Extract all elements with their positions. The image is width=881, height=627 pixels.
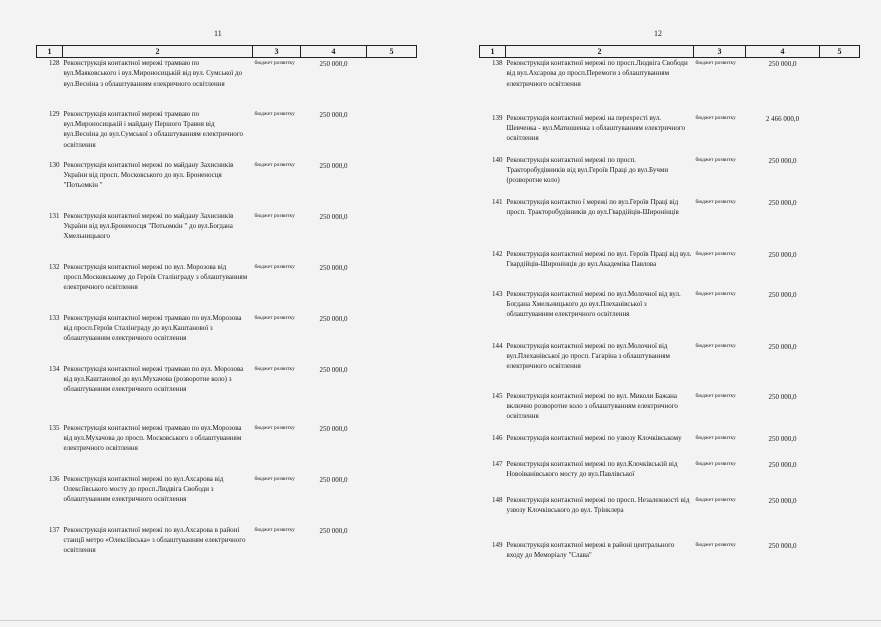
notes <box>367 423 417 474</box>
row-number: 142 <box>492 249 503 258</box>
row-number: 141 <box>492 197 503 206</box>
row-number: 145 <box>492 391 503 400</box>
work-name: Реконструкція контактної мережі по вул. Миколи Бажана включно розворотне коло з облаштуванням електричного освітлення <box>506 391 678 421</box>
table-row <box>37 313 417 364</box>
work-name: Реконструкція контактної мережі по вул.Молочної від вул. Богдана Хмельницького до вул.Плеханівської з облаштуванням електричного освітлення <box>506 289 681 319</box>
row-number: 139 <box>492 113 503 122</box>
amount: 250 000,0 <box>768 434 797 443</box>
table-body <box>480 58 860 580</box>
notes <box>820 433 860 459</box>
right-page <box>440 0 881 627</box>
work-name: Реконструкція контактної мережі по просп. Тракторобудівників від вул.Героїв Праці до вул.Бучми (розворотне коло) <box>506 155 669 185</box>
notes <box>820 289 860 341</box>
funding-source: бюджет розвитку <box>695 541 736 548</box>
col-header-amount: 4 <box>301 46 367 58</box>
amount: 250 000,0 <box>319 161 348 170</box>
work-name: Реконструкція контактної мережі по майдану Захисників України від просп. Московського до вул. Броненосця "Потьомкін " <box>63 160 234 190</box>
notes <box>820 155 860 197</box>
amount: 250 000,0 <box>768 60 797 68</box>
notes <box>367 525 417 565</box>
work-name: Реконструкція контактної мережі по вул. Героїв Праці від вул. Гвардійців-Широнінців до вул.Академіка Павлова <box>506 249 692 268</box>
amount: 250 000,0 <box>768 290 797 299</box>
funding-source: бюджет розвитку <box>695 392 736 399</box>
notes <box>820 58 860 113</box>
amount: 250 000,0 <box>319 526 348 535</box>
table-row <box>480 459 860 495</box>
amount: 250 000,0 <box>768 198 797 207</box>
funding-source: бюджет розвитку <box>254 110 295 117</box>
work-name: Реконструкція контактної мережі по просп. Незалежності від узвозу Клочківського до вул. Трінклера <box>506 495 690 514</box>
col-header-notes: 5 <box>820 46 860 58</box>
amount: 250 000,0 <box>768 342 797 351</box>
amount: 250 000,0 <box>319 60 348 68</box>
funding-source: бюджет розвитку <box>254 60 295 66</box>
amount: 250 000,0 <box>768 541 797 550</box>
table-row <box>37 109 417 160</box>
table-row <box>37 423 417 474</box>
amount: 2 466 000,0 <box>765 114 800 123</box>
col-header-amount: 4 <box>746 46 820 58</box>
funding-source: бюджет розвитку <box>254 161 295 168</box>
funding-source: бюджет розвитку <box>695 114 736 121</box>
amount: 250 000,0 <box>319 110 348 119</box>
notes <box>367 313 417 364</box>
program-table <box>36 45 417 565</box>
table-row <box>480 433 860 459</box>
table-row <box>37 262 417 313</box>
work-name: Реконструкція контактної мережі трамваю по вул. Морозова від вул.Каштанової до вул.Мухачова (розворотне коло) з облаштуванням електричного освітлення <box>63 364 244 394</box>
work-name: Реконструкція контактної мережі трамваю по вул.Морозова від вул.Мухачова до просп. Московського з облаштуванням електричного освітлення <box>63 423 242 453</box>
amount: 250 000,0 <box>768 496 797 505</box>
row-number: 132 <box>49 262 60 271</box>
funding-source: бюджет розвитку <box>695 198 736 205</box>
funding-source: бюджет розвитку <box>695 342 736 349</box>
table-row <box>37 525 417 565</box>
notes <box>367 474 417 525</box>
col-header-notes: 5 <box>367 46 417 58</box>
table-row <box>480 249 860 289</box>
work-name: Реконструкція контактної мережі на перехресті вул. Шевченка - вул.Матюшенка з облаштуванням електричного освітлення <box>506 113 686 143</box>
row-number: 149 <box>492 540 503 549</box>
table-row <box>480 289 860 341</box>
table-row <box>480 113 860 155</box>
notes <box>820 540 860 580</box>
work-name: Реконструкція контактної мережі по вул.Ахсарова від Олексіївського мосту до просп.Людвіга Свободи з облаштуванням електричного освітлення <box>63 474 224 504</box>
table-row <box>480 341 860 391</box>
funding-source: бюджет розвитку <box>695 290 736 297</box>
page-number: 12 <box>654 29 662 38</box>
row-number: 129 <box>49 109 60 118</box>
table-row <box>37 160 417 211</box>
row-number: 147 <box>492 459 503 468</box>
row-number: 136 <box>49 474 60 483</box>
work-name: Реконструкція контактної мережі по вул.Клочківській від Новоіванівського мосту до вул.Павлівської <box>506 459 678 478</box>
col-header-number: 1 <box>37 46 63 58</box>
notes <box>820 113 860 155</box>
header-row <box>480 46 860 58</box>
row-number: 146 <box>492 433 503 442</box>
funding-source: бюджет розвитку <box>695 60 736 66</box>
row-number: 137 <box>49 525 60 534</box>
funding-source: бюджет розвитку <box>254 212 295 219</box>
row-number: 135 <box>49 423 60 432</box>
table-row <box>480 155 860 197</box>
amount: 250 000,0 <box>319 263 348 272</box>
col-header-number: 1 <box>480 46 506 58</box>
amount: 250 000,0 <box>319 424 348 433</box>
amount: 250 000,0 <box>319 314 348 323</box>
work-name: Реконструкція контактної мережі в районі центрального входу до Меморіалу "Слава" <box>506 540 675 559</box>
funding-source: бюджет розвитку <box>254 475 295 482</box>
funding-source: бюджет розвитку <box>254 365 295 372</box>
work-name: Реконструкція контактно ї мережі по вул.Героїв Праці від просп. Тракторобудівників до вул.Гвардійців-Широнінців <box>506 197 679 216</box>
notes <box>820 459 860 495</box>
table-row <box>37 364 417 423</box>
funding-source: бюджет розвитку <box>695 250 736 257</box>
funding-source: бюджет розвитку <box>254 424 295 431</box>
amount: 250 000,0 <box>768 460 797 469</box>
funding-source: бюджет розвитку <box>254 263 295 270</box>
col-header-name: 2 <box>506 46 694 58</box>
col-header-source: 3 <box>253 46 301 58</box>
notes <box>820 197 860 249</box>
work-name: Реконструкція контактної мережі трамваю по вул.Морозова від просп.Героїв Сталінграду до вул.Каштанової з облаштуванням електричного освітлення <box>63 313 242 343</box>
notes <box>367 211 417 262</box>
col-header-source: 3 <box>694 46 746 58</box>
funding-source: бюджет розвитку <box>695 434 736 441</box>
work-name: Реконструкція контактної мережі трамваю по вул.Маяковського і вул.Мироносицькій від вул. Сумської до вул.Весніна з облаштуванням елекричного освітлення <box>63 59 243 88</box>
work-name: Реконструкція контактної мережі трамваю по вул.Мироносицькій і майдану Першого Травня від вул.Весніна до вул.Сумської з облаштуванням електричного освітлення <box>63 109 243 149</box>
page-number: 11 <box>214 29 222 38</box>
work-name: Реконструкція контактної мережі по майдану Захисників України від вул.Броненосця "Потьомкін " до вул.Богдана Хмельницького <box>63 211 234 241</box>
notes <box>367 58 417 109</box>
amount: 250 000,0 <box>768 250 797 259</box>
amount: 250 000,0 <box>768 392 797 401</box>
row-number: 138 <box>492 59 503 67</box>
notes <box>367 262 417 313</box>
table-row <box>37 474 417 525</box>
table-row <box>480 540 860 580</box>
amount: 250 000,0 <box>768 156 797 165</box>
funding-source: бюджет розвитку <box>254 526 295 533</box>
header-row <box>37 46 417 58</box>
notes <box>367 160 417 211</box>
amount: 250 000,0 <box>319 212 348 221</box>
work-name: Реконструкція контактної мережі по вул.Ахсарова в районі станції метро «Олексіївська» з облаштуванням електричного освітлення <box>63 525 246 555</box>
table-row <box>480 391 860 433</box>
row-number: 148 <box>492 495 503 504</box>
table-row <box>480 197 860 249</box>
funding-source: бюджет розвитку <box>695 156 736 163</box>
amount: 250 000,0 <box>319 365 348 374</box>
table-body <box>37 58 417 565</box>
row-number: 131 <box>49 211 60 220</box>
row-number: 130 <box>49 160 60 169</box>
left-page <box>0 0 440 627</box>
table-row <box>480 495 860 540</box>
amount: 250 000,0 <box>319 475 348 484</box>
work-name: Реконструкція контактної мережі по вул. Морозова від просп.Московському до Героїв Сталінграду з облаштуванням електричного освітлення <box>63 262 248 292</box>
notes <box>367 109 417 160</box>
row-number: 140 <box>492 155 503 164</box>
row-number: 128 <box>49 59 60 67</box>
funding-source: бюджет розвитку <box>695 496 736 503</box>
row-number: 143 <box>492 289 503 298</box>
work-name: Реконструкція контактної мережі по просп.Людвіга Свободи від вул.Ахсарова до просп.Перемоги з облаштуванням електричного освітлення <box>506 59 688 88</box>
row-number: 133 <box>49 313 60 322</box>
funding-source: бюджет розвитку <box>254 314 295 321</box>
program-table <box>479 45 860 580</box>
row-number: 144 <box>492 341 503 350</box>
work-name: Реконструкція контактної мережі по вул.Молочної від вул.Плеханівської до просп. Гагаріна з облаштуванням електричного освітлення <box>506 341 670 371</box>
funding-source: бюджет розвитку <box>695 460 736 467</box>
scan-edge-line <box>0 620 881 621</box>
notes <box>820 391 860 433</box>
table-row <box>37 58 417 109</box>
table-row <box>480 58 860 113</box>
col-header-name: 2 <box>63 46 253 58</box>
work-name: Реконструкція контактної мережі по узвозу Клочківському <box>506 433 682 442</box>
notes <box>820 495 860 540</box>
table-row <box>37 211 417 262</box>
row-number: 134 <box>49 364 60 373</box>
notes <box>820 249 860 289</box>
notes <box>820 341 860 391</box>
notes <box>367 364 417 423</box>
